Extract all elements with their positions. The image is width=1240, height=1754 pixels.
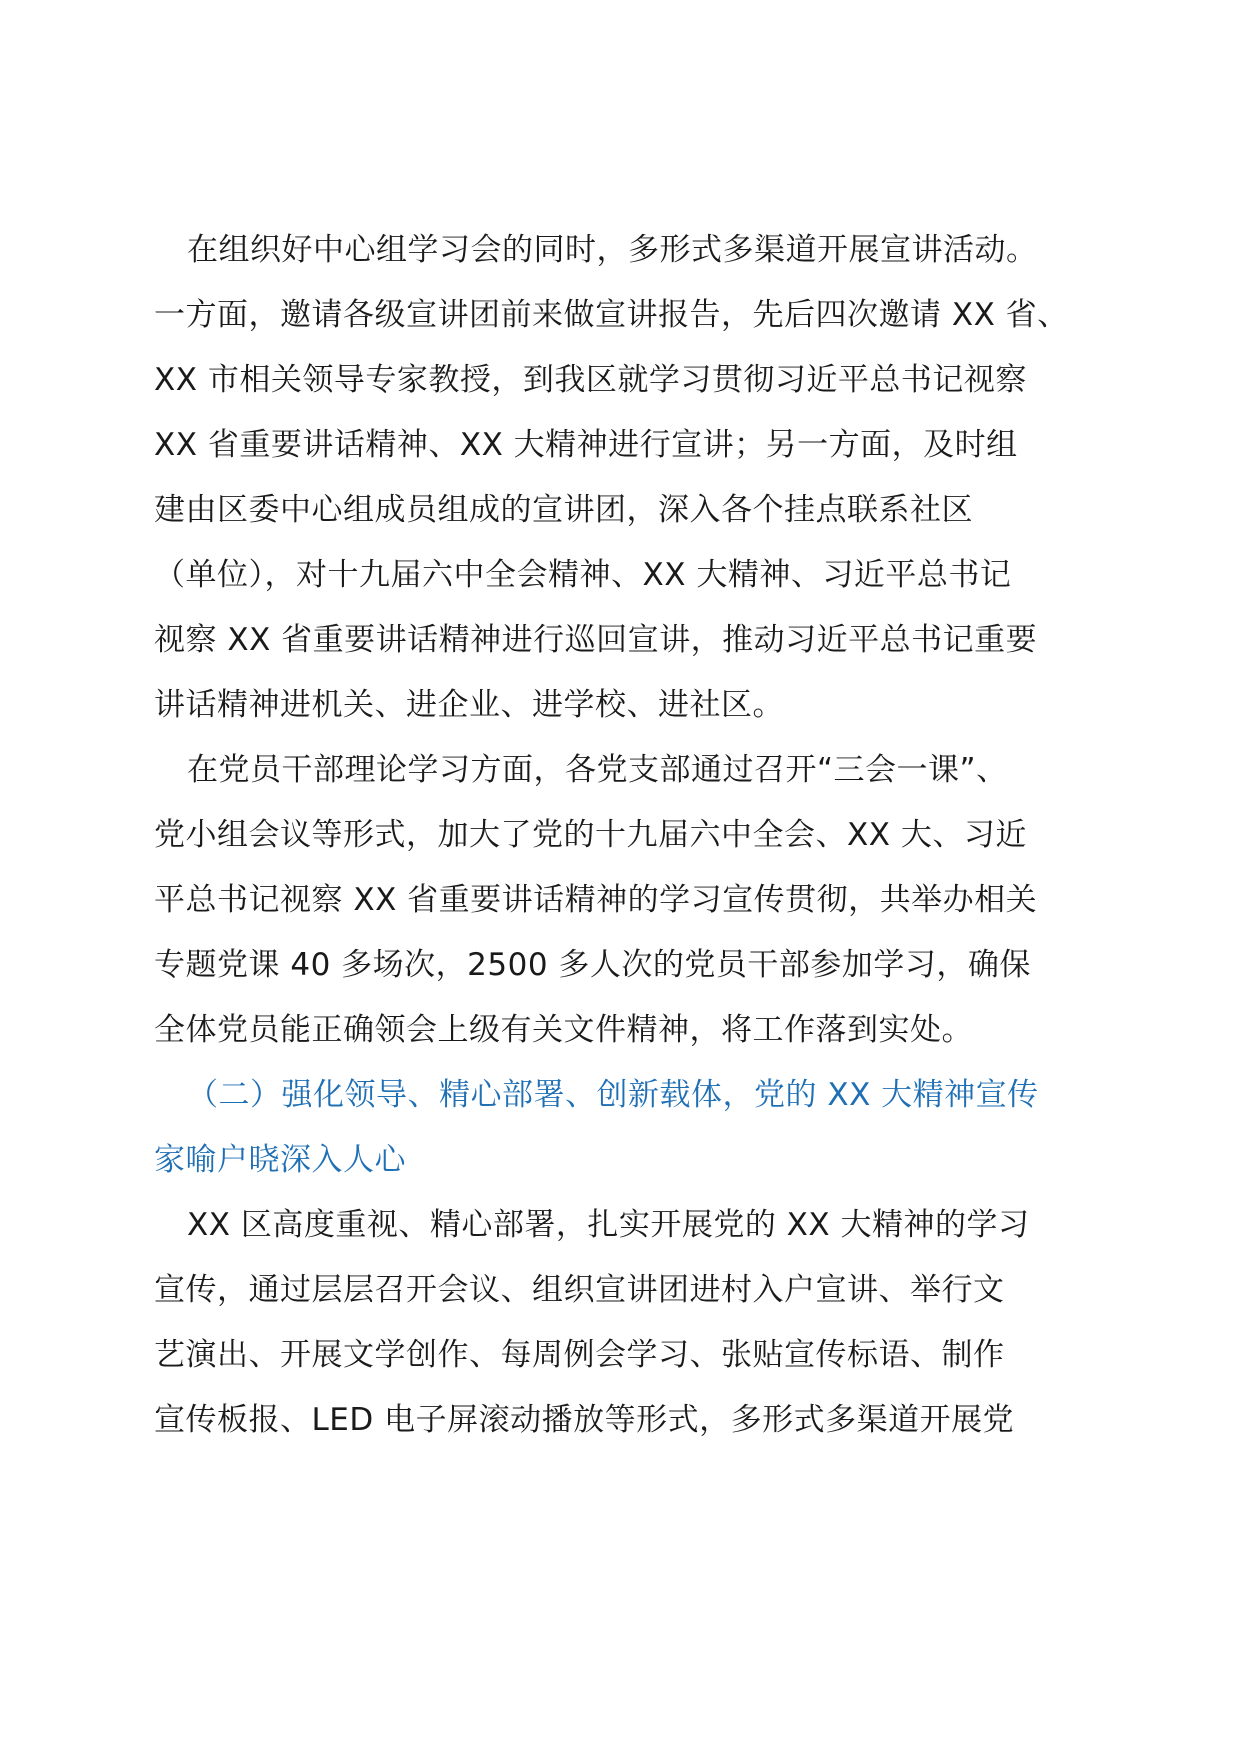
paragraph-line: XX 区高度重视、精心部署，扎实开展党的 XX 大精神的学习 — [187, 1207, 1030, 1243]
paragraph-line: 一方面，邀请各级宣讲团前来做宣讲报告，先后四次邀请 XX 省、 — [154, 297, 1069, 333]
paragraph-line: 讲话精神进机关、进企业、进学校、进社区。 — [154, 687, 784, 723]
paragraph-line: 视察 XX 省重要讲话精神进行巡回宣讲，推动习近平总书记重要 — [154, 622, 1038, 658]
heading-line: 家喻户晓深入人心 — [154, 1142, 406, 1178]
paragraph-line: （单位），对十九届六中全会精神、XX 大精神、习近平总书记 — [154, 557, 1012, 593]
paragraph-line: 平总书记视察 XX 省重要讲话精神的学习宣传贯彻，共举办相关 — [154, 882, 1038, 918]
paragraph-line: 在组织好中心组学习会的同时，多形式多渠道开展宣讲活动。 — [187, 232, 1038, 268]
paragraph-line: 宣传板报、LED 电子屏滚动播放等形式，多形式多渠道开展党 — [154, 1402, 1015, 1438]
paragraph-speech-activities — [154, 218, 1088, 738]
paragraph-line: 艺演出、开展文学创作、每周例会学习、张贴宣传标语、制作 — [154, 1337, 1005, 1373]
paragraph-line: 全体党员能正确领会上级有关文件精神，将工作落到实处。 — [154, 1012, 973, 1048]
section-heading — [154, 1063, 1088, 1193]
paragraph-line: XX 省重要讲话精神、XX 大精神进行宣讲；另一方面，及时组 — [154, 427, 1018, 463]
paragraph-line: 在党员干部理论学习方面，各党支部通过召开“三会一课”、 — [187, 752, 1008, 788]
paragraph-line: 建由区委中心组成员组成的宣讲团，深入各个挂点联系社区 — [154, 492, 973, 528]
paragraph-party-study — [154, 738, 1088, 1063]
paragraph-line: 党小组会议等形式，加大了党的十九届六中全会、XX 大、习近 — [154, 817, 1027, 853]
paragraph-district-publicity — [154, 1193, 1088, 1453]
paragraph-line: XX 市相关领导专家教授，到我区就学习贯彻习近平总书记视察 — [154, 362, 1027, 398]
paragraph-line: 宣传，通过层层召开会议、组织宣讲团进村入户宣讲、举行文 — [154, 1272, 1005, 1308]
paragraph-line: 专题党课 40 多场次，2500 多人次的党员干部参加学习，确保 — [154, 947, 1031, 983]
heading-line: （二）强化领导、精心部署、创新载体，党的 XX 大精神宣传 — [187, 1077, 1039, 1113]
document-body — [154, 218, 1088, 1453]
